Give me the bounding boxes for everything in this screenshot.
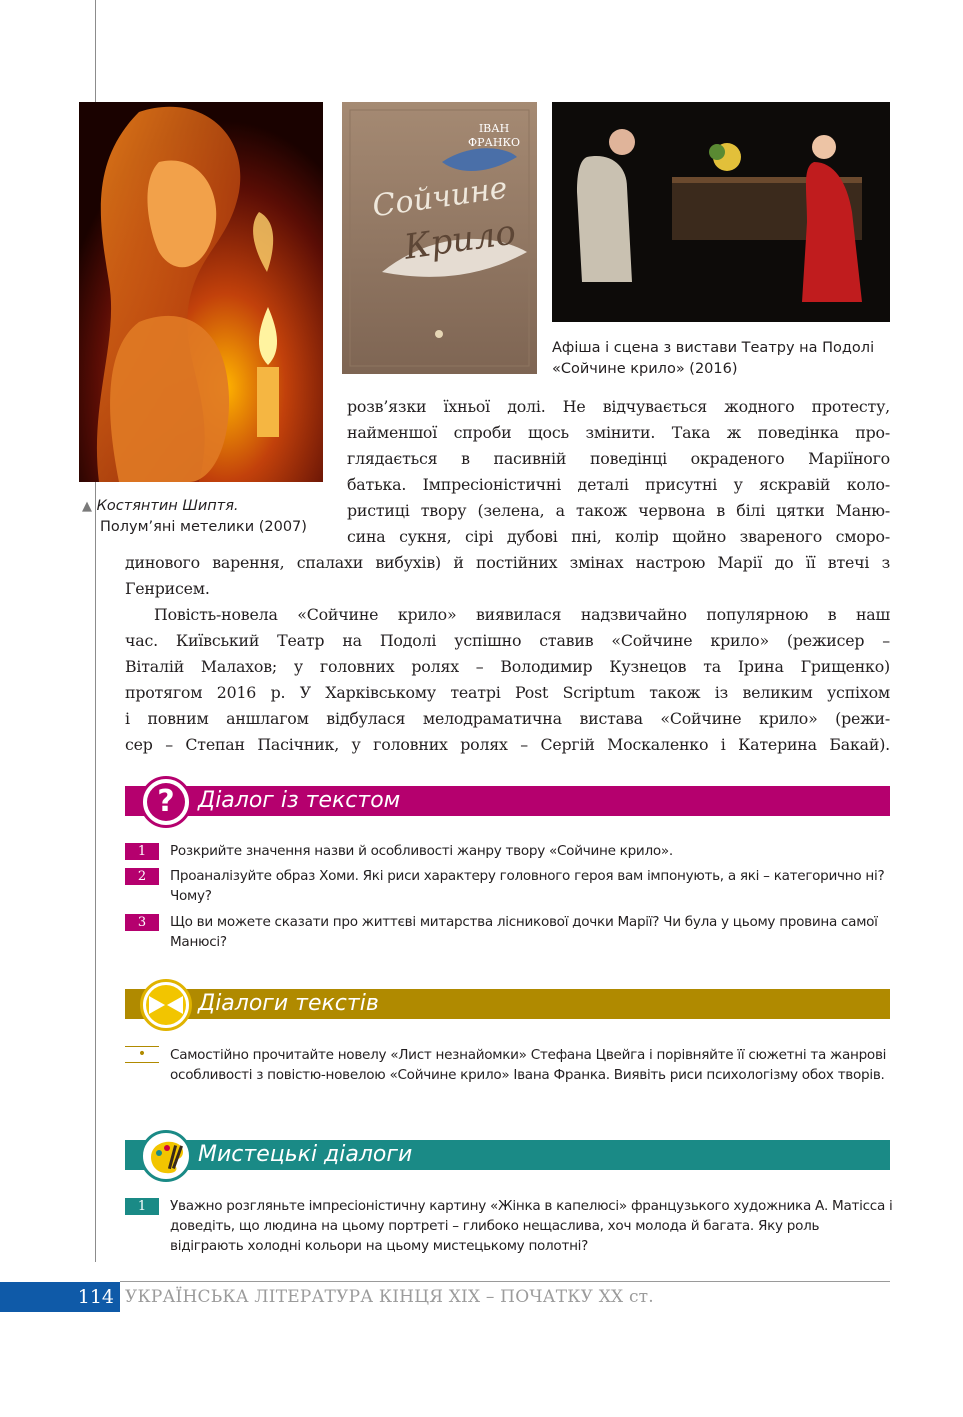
stage-photo [552,102,890,322]
painting-caption [82,496,332,538]
section-title: Діалог із текстом [198,788,401,813]
question-number: 2 [125,868,159,885]
task-text: Самостійно прочитайте новелу «Лист незнайомки» Стефана Цвейга і порівняйте її сюжетні та жанрові особливості з повістю-новелою «Сойчине крило» Івана Франка. Виявіть риси психологізму обох творів. [170,1047,887,1083]
section-title: Діалоги текстів [198,991,379,1016]
page-number-bar [0,1282,120,1312]
question-text: Уважно розгляньте імпресіоністичну картину «Жінка в капелюсі» французького художника А. Матісса і доведіть, що людина на цьому портреті – глибоко нещаслива, хоч молода й багата. Яку роль відіграють холодні кольори на цьому мистецькому полотні? [170,1198,893,1254]
palette-icon [140,1130,192,1182]
body-line: сер – Степан Пасічник, у головних ролях – Сергій Москаленко і Катерина Бакай). [125,735,890,754]
running-title: УКРАЇНСЬКА ЛІТЕРАТУРА КІНЦЯ ХІХ – ПОЧАТКУ ХХ ст. [125,1287,654,1307]
body-line: ристиці твору (зелена, а також червона в білі цятки Маню- [347,501,890,520]
body-line: розв’язки їхньої долі. Не відчувається жодного протесту, [347,397,890,416]
painting-image [79,102,323,482]
question-mark-icon: ? [140,776,192,828]
body-line: найменшої спроби щось змінити. Така ж поведінка про- [347,423,890,442]
book-title-line2: Крило [401,212,519,268]
section-title: Мистецькі діалоги [198,1142,413,1167]
section-banner-dialog-texts [125,989,890,1019]
stage-caption: Афіша і сцена з вистави Театру на Подолі «Сойчине крило» (2016) [552,340,875,377]
question-number: 3 [125,914,159,931]
body-line: сина сукня, сірі дубові пні, колір щойно звареного сморо- [347,527,890,546]
body-line: Повість-новела «Сойчине крило» виявилася надзвичайно популярною в наш [154,605,890,624]
body-line: і повним аншлагом відбулася мелодраматична вистава «Сойчине крило» (режи- [125,709,890,728]
bullet-marker: • [137,1046,147,1062]
question-text: Проаналізуйте образ Хоми. Які риси характеру головного героя вам імпонують, а які – категорично ні? Чому? [170,868,885,904]
body-line: Віталій Малахов; у головних ролях – Володимир Кузнецов та Ірина Грищенко) [125,657,890,676]
question-number: 1 [125,843,159,860]
body-line: динового варення, спалахи вибухів) й постійних змінах настрою Марії до її втечі з [125,553,890,572]
body-line: протягом 2016 р. У Харківському театрі Post Scriptum також із великим успіхом [125,683,890,702]
section-banner-art-dialogs [125,1140,890,1170]
painting-title: Полум’яні метелики (2007) [100,519,307,535]
body-line: час. Київський Театр на Подолі успішно ставив «Сойчине крило» (режисер – [125,631,890,650]
arrows-icon [140,979,192,1031]
body-line: Генрисем. [125,579,210,598]
question-text: Розкрийте значення назви й особливості жанру твору «Сойчине крило». [170,843,673,859]
body-line: батька. Імпресіоністичні деталі присутні у яскравій коло- [347,475,890,494]
book-title-line1: Сойчине [370,170,510,225]
triangle-icon: ▲ [82,499,92,514]
question-number: 1 [125,1198,159,1215]
question-text: Що ви можете сказати про життєві митарства лісникової дочки Марії? Чи була у цьому провина самої Манюсі? [170,914,878,950]
body-line: глядається в пасивній поведінці окраденого Маріїного [347,449,890,468]
painting-author: Костянтин Шиптя. [96,498,239,514]
book-cover-image [342,102,537,374]
book-author: ІВАН ФРАНКО [468,122,520,149]
section-banner-dialog-text [125,786,890,816]
page-number: 114 [77,1286,114,1308]
